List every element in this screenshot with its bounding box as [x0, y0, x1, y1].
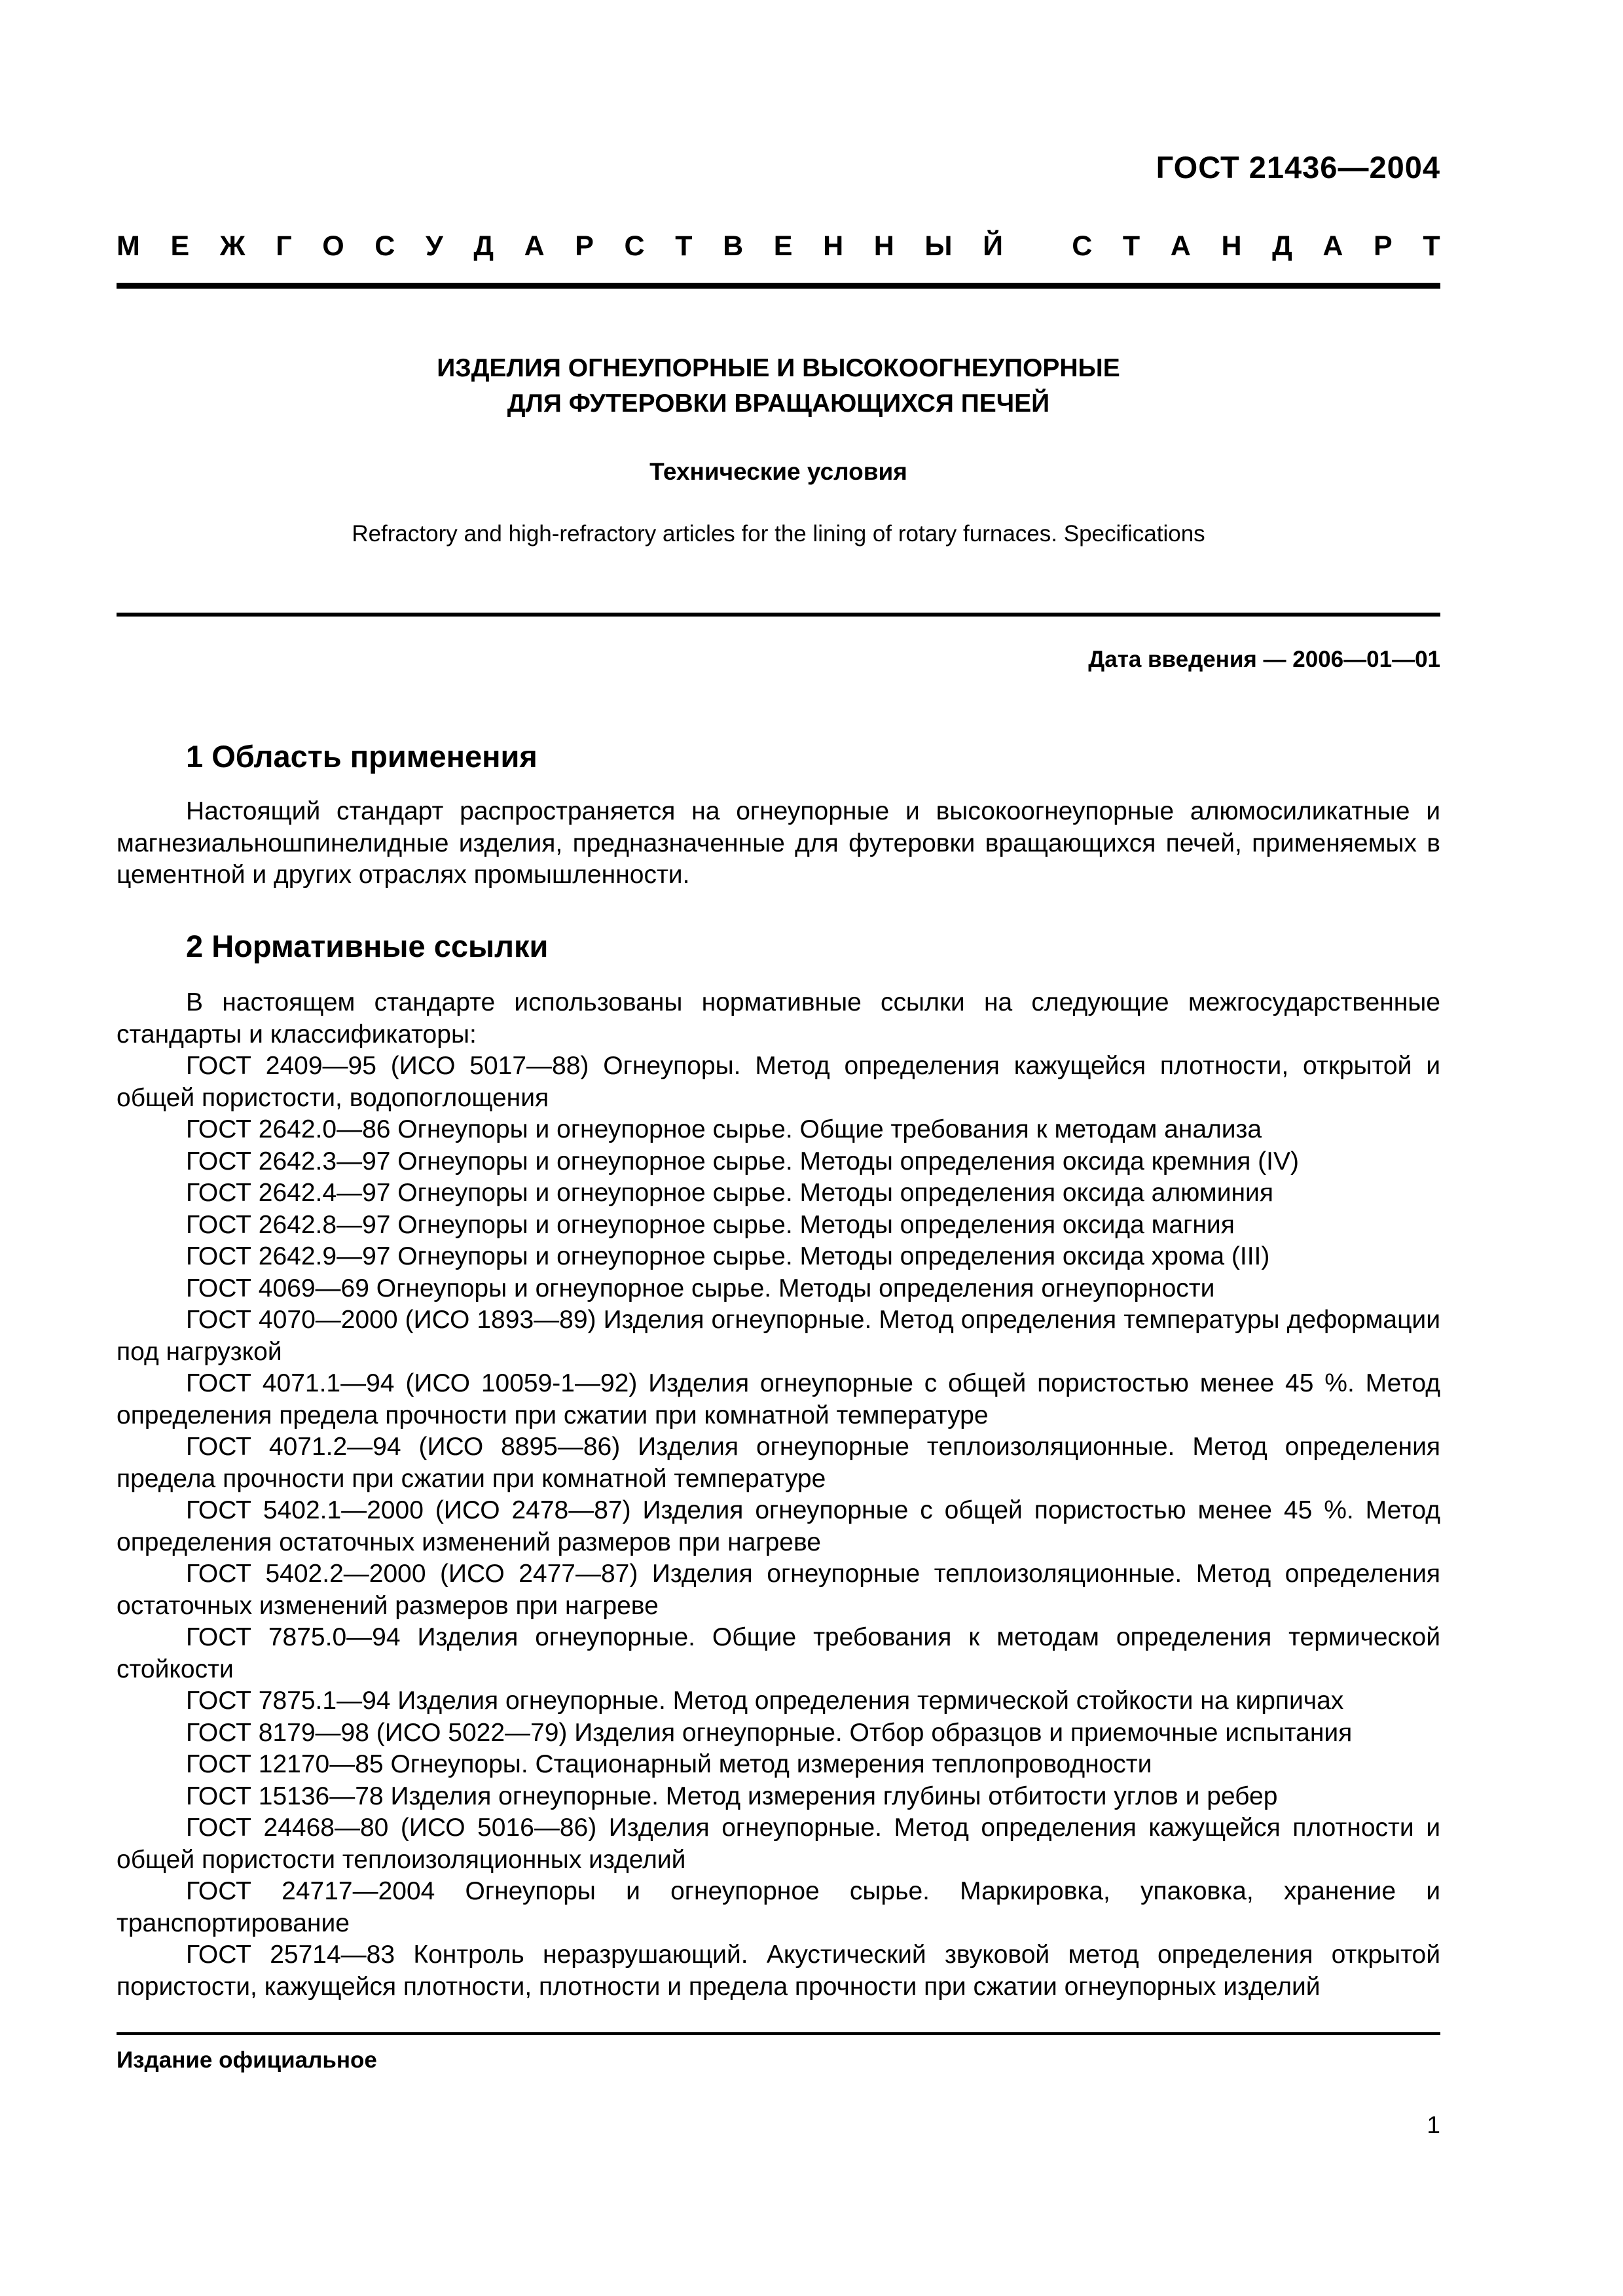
- banner-letter: С: [374, 230, 395, 262]
- banner-letter: Е: [773, 230, 793, 262]
- section-2-heading: 2 Нормативные ссылки: [186, 929, 549, 963]
- banner-letter: Р: [575, 230, 594, 262]
- banner-letter: С: [624, 230, 645, 262]
- section-1-paragraph: Настоящий стандарт распространяется на огнеупорные и высокоогнеупорные алюмосиликатные и магнезиальношпинелидные изделия, предназначенные для футеровки вращающихся печей, применяемых в цементной и других отраслях промышленности.: [117, 797, 1440, 889]
- normative-reference-item: ГОСТ 4069—69 Огнеупоры и огнеупорное сырье. Методы определения огнеупорности: [186, 1274, 1215, 1302]
- normative-reference-item: ГОСТ 8179—98 (ИСО 5022—79) Изделия огнеупорные. Отбор образцов и приемочные испытания: [186, 1718, 1353, 1747]
- section-2-body: [117, 987, 1440, 2003]
- banner-gap: [1034, 230, 1042, 262]
- banner-letter: Ж: [219, 230, 246, 262]
- title-divider: [117, 613, 1440, 617]
- section-1-body: [117, 796, 1440, 891]
- banner-letter: Д: [1272, 230, 1292, 262]
- banner-letter: У: [425, 230, 443, 262]
- normative-reference-item: ГОСТ 2642.0—86 Огнеупоры и огнеупорное сырье. Общие требования к методам анализа: [186, 1115, 1262, 1143]
- section-2-intro: В настоящем стандарте использованы нормативные ссылки на следующие межгосударственные стандарты и классификаторы:: [117, 988, 1440, 1049]
- banner-letter: Н: [873, 230, 894, 262]
- normative-reference-item: ГОСТ 4071.2—94 (ИСО 8895—86) Изделия огнеупорные теплоизоляционные. Метод определения предела прочности при сжатии при комнатной температуре: [117, 1433, 1440, 1493]
- normative-reference-item: ГОСТ 25714—83 Контроль неразрушающий. Акустический звуковой метод определения открытой пористости, кажущейся плотности, плотности и предела прочности при сжатии огнеупорных изделий: [117, 1941, 1440, 2001]
- standard-number: ГОСТ 21436—2004: [1156, 150, 1440, 185]
- banner-letter: Д: [473, 230, 494, 262]
- document-subtitle: Технические условия: [649, 458, 907, 485]
- banner-letter: Т: [1122, 230, 1140, 262]
- normative-reference-item: ГОСТ 7875.1—94 Изделия огнеупорные. Метод определения термической стойкости на кирпичах: [186, 1687, 1344, 1715]
- normative-reference-item: ГОСТ 5402.2—2000 (ИСО 2477—87) Изделия огнеупорные теплоизоляционные. Метод определения остаточных изменений размеров при нагреве: [117, 1560, 1440, 1620]
- normative-reference-item: ГОСТ 24717—2004 Огнеупоры и огнеупорное сырье. Маркировка, упаковка, хранение и транспортирование: [117, 1877, 1440, 1937]
- banner-letter: Ы: [924, 230, 953, 262]
- banner-letter: Е: [170, 230, 190, 262]
- banner-letter: О: [322, 230, 344, 262]
- normative-reference-item: ГОСТ 2642.8—97 Огнеупоры и огнеупорное сырье. Методы определения оксида магния: [186, 1210, 1235, 1239]
- document-title: [117, 351, 1440, 422]
- banner-letter: Н: [1221, 230, 1242, 262]
- normative-reference-item: ГОСТ 2409—95 (ИСО 5017—88) Огнеупоры. Метод определения кажущейся плотности, открытой и общей пористости, водопоглощения: [117, 1052, 1440, 1112]
- banner-letter: Т: [1423, 230, 1440, 262]
- section-1-heading: 1 Область применения: [186, 739, 538, 774]
- normative-reference-item: ГОСТ 4071.1—94 (ИСО 10059-1—92) Изделия огнеупорные с общей пористостью менее 45 %. Метод определения предела прочности при сжатии при комнатной температуре: [117, 1369, 1440, 1429]
- footer-divider: [117, 2032, 1440, 2035]
- normative-reference-item: ГОСТ 24468—80 (ИСО 5016—86) Изделия огнеупорные. Метод определения кажущейся плотности и общей пористости теплоизоляционных изделий: [117, 1814, 1440, 1874]
- normative-reference-item: ГОСТ 2642.3—97 Огнеупоры и огнеупорное сырье. Методы определения оксида кремния (IV): [186, 1147, 1300, 1175]
- banner-letter: А: [1322, 230, 1343, 262]
- introduction-date: Дата введения — 2006—01—01: [1088, 647, 1440, 672]
- banner-letter: Г: [276, 230, 292, 262]
- normative-reference-item: ГОСТ 4070—2000 (ИСО 1893—89) Изделия огнеупорные. Метод определения температуры деформации под нагрузкой: [117, 1306, 1440, 1366]
- title-line-1: ИЗДЕЛИЯ ОГНЕУПОРНЫЕ И ВЫСОКООГНЕУПОРНЫЕ: [437, 354, 1120, 382]
- banner-letter: Т: [675, 230, 693, 262]
- normative-reference-item: ГОСТ 2642.4—97 Огнеупоры и огнеупорное сырье. Методы определения оксида алюминия: [186, 1179, 1273, 1207]
- banner-letter: М: [117, 230, 140, 262]
- header-divider: [117, 283, 1440, 289]
- normative-reference-item: ГОСТ 7875.0—94 Изделия огнеупорные. Общие требования к методам определения термической стойкости: [117, 1623, 1440, 1683]
- normative-reference-item: ГОСТ 12170—85 Огнеупоры. Стационарный метод измерения теплопроводности: [186, 1750, 1152, 1778]
- official-edition-label: Издание официальное: [117, 2047, 377, 2073]
- page-number: 1: [1427, 2111, 1440, 2138]
- normative-reference-list: [117, 1050, 1440, 2003]
- banner-letter: С: [1072, 230, 1093, 262]
- title-line-2: ДЛЯ ФУТЕРОВКИ ВРАЩАЮЩИХСЯ ПЕЧЕЙ: [507, 389, 1050, 418]
- banner-letter: Р: [1374, 230, 1393, 262]
- english-title: Refractory and high-refractory articles for the lining of rotary furnaces. Specifications: [352, 521, 1205, 547]
- banner-letter: А: [1170, 230, 1191, 262]
- normative-reference-item: ГОСТ 5402.1—2000 (ИСО 2478—87) Изделия огнеупорные с общей пористостью менее 45 %. Метод определения остаточных изменений размеров при нагреве: [117, 1496, 1440, 1556]
- interstate-standard-banner: [117, 230, 1440, 262]
- banner-letter: А: [524, 230, 545, 262]
- normative-reference-item: ГОСТ 15136—78 Изделия огнеупорные. Метод измерения глубины отбитости углов и ребер: [186, 1782, 1278, 1810]
- banner-letter: Н: [823, 230, 844, 262]
- banner-letter: В: [723, 230, 744, 262]
- banner-letter: Й: [983, 230, 1004, 262]
- normative-reference-item: ГОСТ 2642.9—97 Огнеупоры и огнеупорное сырье. Методы определения оксида хрома (III): [186, 1242, 1270, 1270]
